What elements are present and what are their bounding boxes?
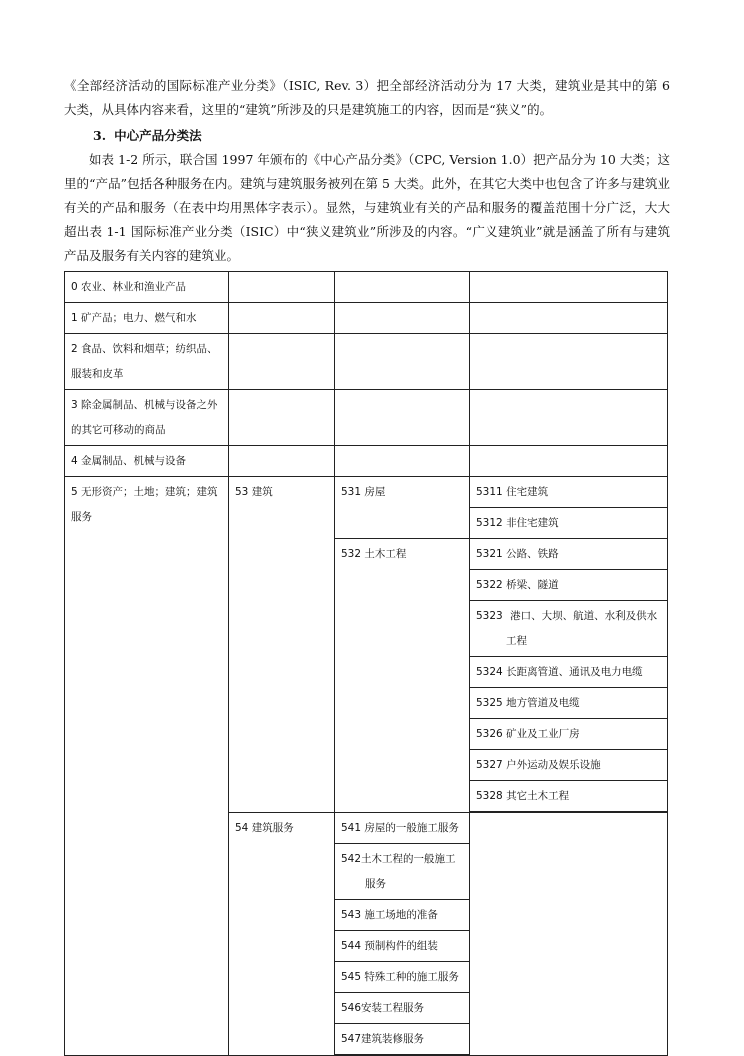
group-name: 特殊工种的施工服务 bbox=[364, 971, 459, 983]
class-name: 其它土木工程 bbox=[506, 790, 570, 802]
class-cell bbox=[470, 601, 668, 657]
class-code: 5328 bbox=[476, 790, 503, 802]
section-name: 金属制品、机械与设备 bbox=[81, 455, 187, 467]
class-cell bbox=[470, 688, 668, 719]
section-cell bbox=[65, 303, 229, 334]
class-name: 长距离管道、通讯及电力电缆 bbox=[506, 666, 643, 678]
group-name: 建筑装修服务 bbox=[361, 1033, 425, 1045]
class-name: 户外运动及娱乐设施 bbox=[506, 759, 601, 771]
group-cell bbox=[335, 813, 470, 844]
empty-cell bbox=[335, 334, 470, 390]
class-code: 5323 bbox=[476, 610, 503, 622]
class-name: 非住宅建筑 bbox=[506, 517, 559, 529]
section-title: 中心产品分类法 bbox=[114, 128, 202, 143]
class-code: 5324 bbox=[476, 666, 503, 678]
section-cell bbox=[65, 390, 229, 446]
empty-cell bbox=[229, 334, 335, 390]
class-cell bbox=[470, 570, 668, 601]
division-code: 53 bbox=[235, 486, 249, 498]
class-cell bbox=[470, 657, 668, 688]
class-code: 5326 bbox=[476, 728, 503, 740]
group-code: 545 bbox=[341, 971, 362, 983]
group-code: 544 bbox=[341, 940, 362, 952]
table-row bbox=[65, 334, 668, 390]
section-number: 3. bbox=[93, 128, 107, 143]
class-cell bbox=[470, 719, 668, 750]
class-cell bbox=[470, 539, 668, 570]
group-cell bbox=[335, 993, 470, 1024]
section-code: 4 bbox=[71, 455, 78, 467]
division-cell bbox=[229, 477, 335, 813]
division-cell bbox=[229, 813, 335, 1056]
class-code: 5321 bbox=[476, 548, 503, 560]
group-code: 547 bbox=[341, 1033, 362, 1045]
empty-cell bbox=[335, 303, 470, 334]
group-name: 预制构件的组装 bbox=[364, 940, 438, 952]
division-code: 54 bbox=[235, 822, 249, 834]
group-cell bbox=[335, 844, 470, 900]
division-name: 建筑 bbox=[251, 486, 273, 498]
section-name: 矿产品；电力、燃气和水 bbox=[81, 312, 197, 324]
empty-cell bbox=[470, 813, 668, 1056]
division-name: 建筑服务 bbox=[251, 822, 294, 834]
group-name: 土木工程的一般施工服务 bbox=[361, 853, 456, 890]
empty-cell bbox=[229, 446, 335, 477]
cpc-table bbox=[64, 271, 668, 1056]
class-name: 住宅建筑 bbox=[506, 486, 549, 498]
section-name: 农业、林业和渔业产品 bbox=[81, 281, 187, 293]
table-row bbox=[65, 303, 668, 334]
empty-cell bbox=[335, 446, 470, 477]
section-name: 除金属制品、机械与设备之外的其它可移动的商品 bbox=[71, 399, 218, 436]
group-name: 房屋 bbox=[364, 486, 386, 498]
group-code: 531 bbox=[341, 486, 362, 498]
section-cell bbox=[65, 272, 229, 303]
class-code: 5322 bbox=[476, 579, 503, 591]
class-cell bbox=[470, 508, 668, 539]
table-row bbox=[65, 272, 668, 303]
empty-cell bbox=[470, 390, 668, 446]
group-name: 土木工程 bbox=[364, 548, 407, 560]
class-code: 5325 bbox=[476, 697, 503, 709]
group-cell bbox=[335, 962, 470, 993]
body-paragraph: 如表 1-2 所示，联合国 1997 年颁布的《中心产品分类》（CPC, Version 1.0）把产品分为 10 大类；这里的“产品”包括各种服务在内。建筑与建筑服务被列在第 5 大类。此外，在其它大类中也包含了许多与建筑业有关的产品和服务（在表中均用黑体字表示）。显然，与建筑业有关的产品和服务的覆盖范围十分广泛，大大超出表 1-1 国际标准产业分类（ISIC）中“狭义建筑业”所涉及的内容。“广义建筑业”就是涵盖了所有与建筑产品及服务有关内容的建筑业。 bbox=[64, 152, 670, 263]
group-name: 房屋的一般施工服务 bbox=[364, 822, 459, 834]
empty-cell bbox=[229, 390, 335, 446]
class-name: 矿业及工业厂房 bbox=[506, 728, 580, 740]
table-row bbox=[65, 477, 668, 508]
empty-cell bbox=[229, 303, 335, 334]
section-code: 0 bbox=[71, 281, 78, 293]
section-code: 3 bbox=[71, 399, 78, 411]
empty-cell bbox=[335, 272, 470, 303]
class-name: 港口、大坝、航道、水利及供水工程 bbox=[506, 610, 658, 647]
group-cell bbox=[335, 931, 470, 962]
section-cell bbox=[65, 477, 229, 1056]
section-name: 无形资产；土地；建筑；建筑服务 bbox=[71, 486, 218, 523]
empty-cell bbox=[229, 272, 335, 303]
class-name: 地方管道及电缆 bbox=[506, 697, 580, 709]
table-row bbox=[65, 390, 668, 446]
group-code: 543 bbox=[341, 909, 362, 921]
section-cell bbox=[65, 446, 229, 477]
table-row bbox=[65, 446, 668, 477]
section-heading bbox=[93, 124, 210, 148]
section-code: 1 bbox=[71, 312, 78, 324]
group-name: 安装工程服务 bbox=[361, 1002, 425, 1014]
class-name: 公路、铁路 bbox=[506, 548, 559, 560]
class-code: 5312 bbox=[476, 517, 503, 529]
section-name: 食品、饮料和烟草；纺织品、服装和皮革 bbox=[71, 343, 218, 380]
group-cell bbox=[335, 477, 470, 539]
class-cell bbox=[470, 477, 668, 508]
empty-cell bbox=[335, 390, 470, 446]
class-name: 桥梁、隧道 bbox=[506, 579, 559, 591]
group-cell bbox=[335, 1024, 470, 1055]
section-code: 2 bbox=[71, 343, 78, 355]
class-code: 5327 bbox=[476, 759, 503, 771]
group-code: 546 bbox=[341, 1002, 362, 1014]
group-code: 532 bbox=[341, 548, 362, 560]
group-name: 施工场地的准备 bbox=[364, 909, 438, 921]
group-cell bbox=[335, 539, 470, 813]
section-cell bbox=[65, 334, 229, 390]
empty-cell bbox=[470, 303, 668, 334]
empty-cell bbox=[470, 272, 668, 303]
empty-cell bbox=[470, 334, 668, 390]
empty-cell bbox=[470, 446, 668, 477]
class-cell bbox=[470, 750, 668, 781]
class-cell bbox=[470, 781, 668, 812]
class-code: 5311 bbox=[476, 486, 503, 498]
group-cell bbox=[335, 900, 470, 931]
intro-paragraph: 《全部经济活动的国际标准产业分类》（ISIC, Rev. 3）把全部经济活动分为 17 大类，建筑业是其中的第 6 大类，从具体内容来看，这里的“建筑”所涉及的只是建筑施工的内容，因而是“狭义”的。 bbox=[64, 78, 670, 117]
empty-cell bbox=[335, 1055, 470, 1056]
group-code: 541 bbox=[341, 822, 362, 834]
group-code: 542 bbox=[341, 853, 362, 865]
section-code: 5 bbox=[71, 486, 78, 498]
